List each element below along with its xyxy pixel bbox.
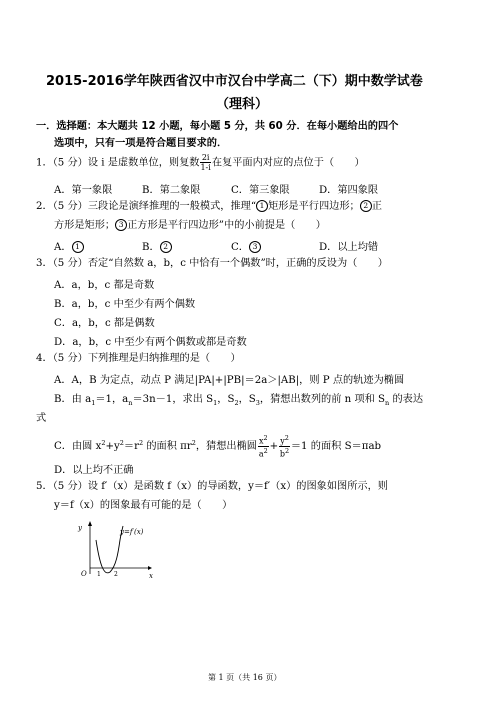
q4b-sn2: n [385, 399, 390, 408]
q2-opt-b-label: B． [142, 242, 160, 253]
q4-option-b-cont: 式 [36, 413, 47, 424]
ellipse-x-fraction [258, 434, 269, 458]
q1-fraction [200, 153, 210, 172]
q4c-plus: + [269, 441, 279, 453]
q2-option-d: D．以上均错 [319, 242, 379, 253]
q4c-t6: ＝1 的面积 S＝πab [290, 441, 382, 453]
derivative-graph [76, 518, 156, 578]
q4b-t5: ，S [238, 394, 256, 405]
circled-3: 3 [115, 219, 127, 231]
q4-option-b [54, 390, 423, 407]
q3-option-d: D．a，b，c 中至少有两个偶数或都是奇数 [54, 337, 247, 348]
q4c-sq1: 2 [101, 438, 106, 447]
page-title: 2015-2016学年陕西省汉中市汉台中学高二（下）期中数学试卷 [46, 74, 423, 89]
q4b-t1: B．由 a [54, 394, 92, 405]
q1-frac-num: 2i [201, 153, 210, 162]
question-5-cont: y＝f（x）的图象最有可能的是（ ） [54, 500, 233, 511]
q3-option-b: B．a，b，c 中至少有两个偶数 [54, 299, 196, 310]
q4c-t1: C．由圆 x [54, 441, 102, 453]
q4c-t5: ，猜想出椭圆 [195, 441, 257, 453]
x-axis-arrow [148, 566, 152, 570]
origin-label: O [81, 570, 87, 578]
q4b-t4: ，S [217, 394, 235, 405]
q4b-s1: 1 [91, 399, 96, 408]
q4c-sq2: 2 [119, 438, 124, 447]
q4b-t3: ＝3n－1，求出 S [132, 394, 214, 405]
q2-text-d: 方形是矩形； [54, 220, 116, 231]
q2-opt-c-label: C． [231, 242, 249, 253]
fy-num-sq: 2 [284, 434, 289, 442]
q4b-t2: ＝1，a [95, 394, 129, 405]
q2-text-e: 正方形是平行四边形”中的小前提是（ ） [127, 220, 326, 231]
q4c-t3: ＝r [123, 441, 139, 453]
q1-prefix: 1．（5 分）设 i 是虚数单位，则复数 [36, 157, 200, 169]
x-axis-label: x [149, 572, 153, 578]
q1-frac-den: 1-i [200, 163, 211, 172]
q4c-sq3: 2 [138, 438, 144, 447]
tick-1-label: 1 [97, 571, 101, 578]
q2-text-b: 矩形是平行四边形； [268, 201, 360, 212]
q4b-t6: ，猜想出数列的前 n 项和 S [259, 394, 386, 405]
fy-num: y [280, 436, 285, 446]
q1-option-c: C．第三象限 [231, 185, 290, 196]
page-subtitle: （理科） [216, 97, 269, 112]
y-axis-label: y [78, 524, 82, 532]
derivative-curve [96, 526, 123, 573]
question-3: 3．（5 分）否定“自然数 a，b，c 中恰有一个偶数”时，正确的反设为（ ） [36, 258, 388, 269]
q4b-s3: 3 [255, 399, 260, 408]
q1-suffix: 在复平面内对应的点位于（ ） [211, 157, 365, 169]
ellipse-y-fraction [279, 434, 290, 458]
section-heading: 一．选择题：本大题共 12 小题，每小题 5 分，共 60 分．在每小题给出的四个 [36, 121, 399, 132]
q2-option-b [142, 238, 172, 253]
q2-text-a: 2．（5 分）三段论是演绎推理的一般模式，推理“ [36, 201, 257, 212]
circled-2: 2 [160, 241, 172, 253]
q2-text-c: 正 [371, 201, 382, 212]
fx-den: a [258, 449, 264, 459]
q4c-t4: 的面积 πr [143, 441, 192, 453]
q4b-t7: 的表达 [389, 394, 424, 405]
tick-2-label: 2 [114, 571, 118, 578]
q4c-t2: +y [105, 441, 120, 453]
fy-den-sq: 2 [285, 446, 290, 455]
circled-3: 3 [249, 241, 261, 253]
q2-opt-a-label: A． [54, 242, 72, 253]
q1-option-a: A．第一象限 [54, 185, 113, 196]
page-footer: 第 1 页（共 16 页） [208, 673, 282, 682]
q4-option-c [54, 434, 381, 458]
q4b-sn: n [128, 399, 133, 408]
q1-option-b: B．第二象限 [142, 185, 201, 196]
fy-den: b [279, 449, 286, 459]
circled-1: 1 [256, 200, 268, 212]
q3-option-a: A．a，b，c 都是奇数 [54, 280, 155, 291]
q4c-sq4: 2 [191, 438, 196, 447]
circled-1: 1 [72, 241, 84, 253]
fx-num: x [259, 436, 264, 446]
q4b-s1b: 1 [213, 399, 218, 408]
y-axis-arrow [88, 521, 92, 526]
q4-option-a: A．A，B 为定点，动点 P 满足|PA|+|PB|＝2a＞|AB|，则 P 点的轨迹为椭圆 [54, 375, 405, 386]
circled-2: 2 [360, 200, 372, 212]
q3-option-c: C．a，b，c 都是偶数 [54, 318, 155, 329]
curve-label: y=f′(x) [120, 528, 144, 536]
question-2 [36, 200, 382, 213]
q1-option-d: D．第四象限 [319, 185, 379, 196]
q2-option-c [231, 238, 261, 253]
question-4: 4．（5 分）下列推理是归纳推理的是（ ） [36, 353, 241, 364]
question-5: 5．（5 分）设 f′（x）是函数 f（x）的导函数，y＝f′（x）的图象如图所示，则 [36, 481, 388, 492]
fx-den-sq: 2 [263, 446, 268, 455]
section-heading-cont: 选项中，只有一项是符合题目要求的． [54, 138, 228, 149]
q4b-s2: 2 [234, 399, 239, 408]
q2-option-a [54, 238, 84, 253]
question-1 [36, 153, 365, 172]
q4-option-d: D．以上均不正确 [54, 465, 134, 476]
question-2-cont [54, 219, 326, 232]
fx-num-sq: 2 [263, 434, 268, 442]
